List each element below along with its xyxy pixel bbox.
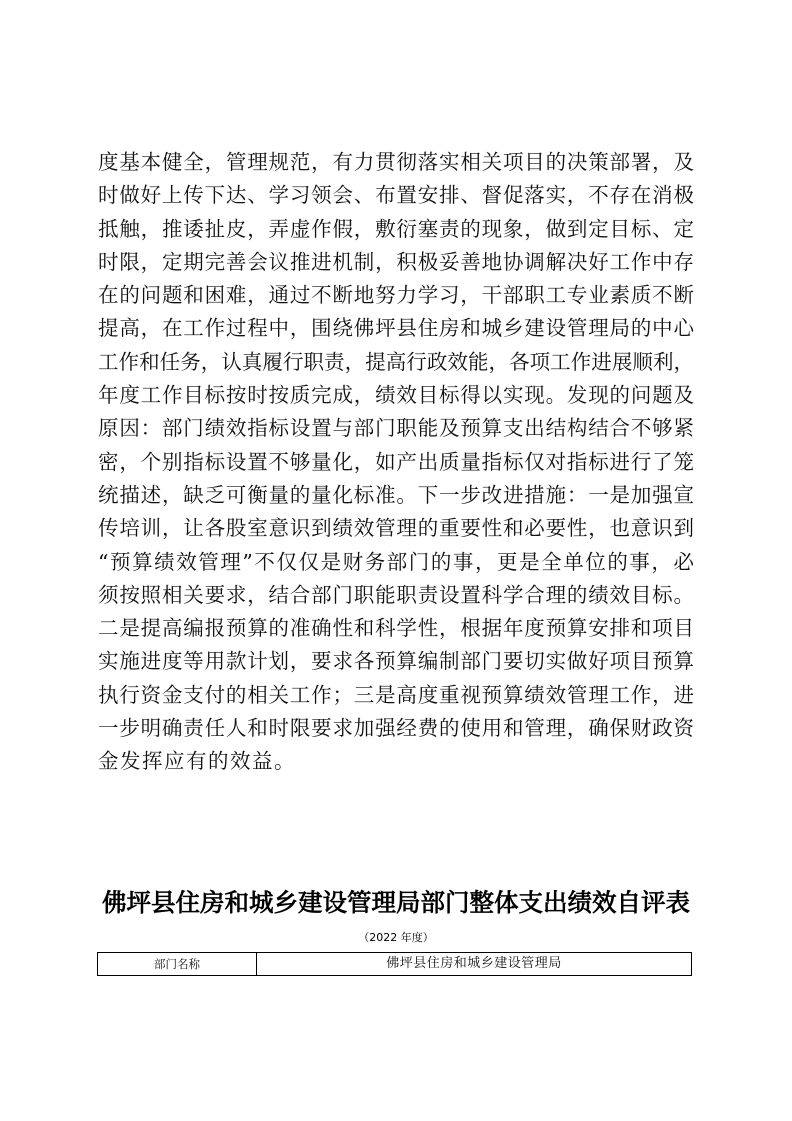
paragraph-line: 工作和任务，认真履行职责，提高行政效能，各项工作进展顺利， bbox=[98, 349, 694, 374]
paragraph-line: 实施进度等用款计划，要求各预算编制部门要切实做好项目预算 bbox=[98, 649, 694, 674]
paragraph-line: 统描述，缺乏可衡量的量化标准。下一步改进措施：一是加强宣 bbox=[98, 482, 694, 507]
year-label: （2022 年度） bbox=[358, 931, 434, 944]
paragraph-line: 提高，在工作过程中，围绕佛坪县住房和城乡建设管理局的中心 bbox=[98, 316, 694, 341]
paragraph-line: 传培训，让各股室意识到绩效管理的重要性和必要性，也意识到 bbox=[98, 516, 694, 541]
paragraph-line: 在的问题和困难，通过不断地努力学习，干部职工专业素质不断 bbox=[98, 283, 694, 308]
paragraph-line: 时限，定期完善会议推进机制，积极妥善地协调解决好工作中存 bbox=[98, 249, 694, 274]
paragraph-line: 金发挥应有的效益。 bbox=[98, 749, 296, 774]
paragraph-line: “预算绩效管理”不仅仅是财务部门的事，更是全单位的事，必 bbox=[98, 549, 694, 574]
department-name-value: 佛坪县住房和城乡建设管理局 bbox=[386, 956, 562, 971]
paragraph-line: 时做好上传下达、学习领会、布置安排、督促落实，不存在消极 bbox=[98, 183, 694, 208]
paragraph-line: 年度工作目标按时按质完成，绩效目标得以实现。发现的问题及 bbox=[98, 383, 694, 408]
paragraph-line: 抵触，推诿扯皮，弄虚作假，敷衍塞责的现象，做到定目标、定 bbox=[98, 216, 694, 241]
paragraph-line: 原因：部门绩效指标设置与部门职能及预算支出结构结合不够紧 bbox=[98, 416, 694, 441]
paragraph-line: 二是提高编报预算的准确性和科学性，根据年度预算安排和项目 bbox=[98, 616, 694, 641]
department-info-table bbox=[97, 952, 692, 976]
paragraph-line: 密，个别指标设置不够量化，如产出质量指标仅对指标进行了笼 bbox=[98, 449, 694, 474]
paragraph-line: 须按照相关要求，结合部门职能职责设置科学合理的绩效目标。 bbox=[98, 582, 694, 607]
table-title: 佛坪县住房和城乡建设管理局部门整体支出绩效自评表 bbox=[102, 888, 690, 917]
paragraph-line: 执行资金支付的相关工作；三是高度重视预算绩效管理工作，进 bbox=[98, 682, 694, 707]
paragraph-line: 度基本健全，管理规范，有力贯彻落实相关项目的决策部署，及 bbox=[98, 150, 694, 174]
department-name-label: 部门名称 bbox=[98, 953, 257, 975]
paragraph-line: 一步明确责任人和时限要求加强经费的使用和管理，确保财政资 bbox=[98, 716, 694, 741]
body-paragraph bbox=[98, 146, 694, 779]
